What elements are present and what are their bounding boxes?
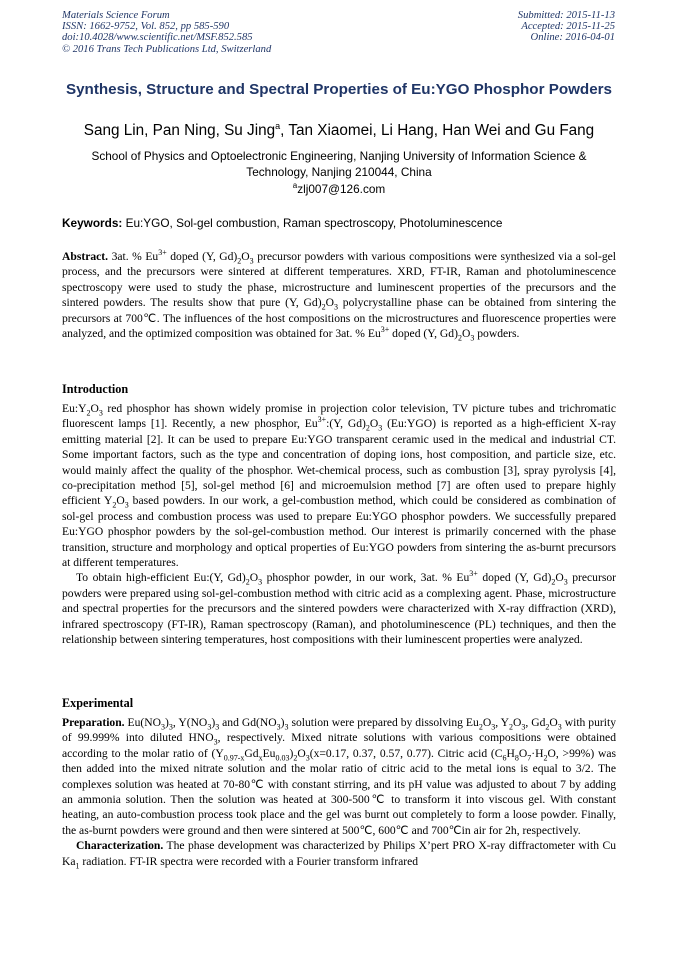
keywords-label: Keywords: — [62, 216, 123, 230]
superscript: 3+ — [469, 569, 478, 579]
exp-text: , Gd — [525, 716, 546, 729]
abstract-label: Abstract. — [62, 250, 109, 263]
intro-text: :(Y, Gd) — [326, 417, 366, 431]
subscript: 3 — [215, 722, 220, 732]
email-mark: a — [292, 181, 298, 191]
subscript: 3 — [378, 423, 383, 433]
preparation-paragraph — [62, 715, 616, 838]
intro-text: O — [116, 494, 125, 508]
paper-title: Synthesis, Structure and Spectral Properties of Eu:YGO Phosphor Powders — [65, 81, 613, 98]
exp-text: (x=0.17, 0.37, 0.57, 0.77). Citric acid (C — [309, 746, 503, 760]
abstract-text: O — [325, 296, 334, 310]
keywords-list: Eu:YGO, Sol-gel combustion, Raman spectroscopy, Photoluminescence — [122, 216, 503, 230]
exp-text: Eu(NO — [124, 716, 162, 729]
intro-text: O — [90, 402, 99, 415]
subscript: 3 — [521, 722, 526, 732]
keywords — [62, 216, 616, 230]
exp-text: H — [506, 746, 515, 760]
exp-text: ) — [289, 746, 294, 760]
abstract-text: O — [461, 327, 471, 341]
exp-text: , respectively. Mixed nitrate solutions with various compositions were obtained according to the molar ratio of (Y — [62, 731, 616, 760]
subscript: 3 — [168, 722, 173, 732]
subscript: 2 — [86, 408, 91, 418]
author-list — [56, 122, 622, 140]
authors-main: Sang Lin, Pan Ning, Su Jing — [83, 122, 276, 139]
preparation-label: Preparation. — [62, 716, 125, 729]
exp-text: O, >99%) was then added into the mixed nitrate solution and the molar ratio of citric acid to the metal ions is equal to 3/2. The complexes solution was heated at 70-80℃ with constant stirring, and its pH value was adjusted to about 7 by adding an ammonia solution. Then the solution was heated at 300-500℃ to transform it into viscous gel. With constant heating, an auto-combustion process took place and the gel was burnt out completely to form a loose powder. Finally, the as-burnt powders were ground and then were sintered at 500℃, 600℃ and 700℃in air for 2h, respectively. — [62, 746, 616, 837]
exp-text: ·H — [531, 746, 544, 760]
subscript: 3 — [207, 722, 212, 732]
exp-text: O — [518, 746, 528, 760]
email-address[interactable]: zlj007@126.com — [297, 182, 386, 196]
intro-text: phosphor powder, in our work, 3at. % Eu — [262, 571, 470, 585]
superscript: 3+ — [158, 248, 167, 258]
exp-text: , Y — [495, 716, 509, 729]
subscript: 3 — [98, 408, 103, 418]
subscript: 8 — [514, 753, 519, 763]
exp-text: O — [297, 746, 306, 760]
exp-text: ) — [165, 716, 169, 729]
subscript: 6 — [502, 753, 507, 763]
exp-text: Eu — [262, 746, 276, 760]
characterization-paragraph — [62, 838, 616, 869]
date-accepted: Accepted: 2015-11-25 — [521, 21, 615, 33]
journal-doi[interactable]: doi:10.4028/www.scientific.net/MSF.852.585 — [62, 32, 253, 44]
journal-copyright: © 2016 Trans Tech Publications Ltd, Switzerland — [62, 43, 272, 55]
author-affil-mark: a — [275, 120, 281, 131]
subscript: 3 — [491, 722, 496, 732]
subscript: 3 — [124, 500, 129, 510]
subscript: 3 — [249, 256, 254, 266]
subscript: 2 — [478, 722, 483, 732]
authors-rest: , Tan Xiaomei, Li Hang, Han Wei and Gu Fang — [280, 122, 595, 139]
subscript: 3 — [258, 577, 263, 587]
intro-paragraph-1 — [62, 401, 616, 570]
exp-text: , Y(NO — [172, 716, 208, 729]
subscript: 3 — [563, 577, 568, 587]
abstract — [62, 249, 616, 341]
subscript: 2 — [509, 722, 513, 732]
affiliation: School of Physics and Optoelectronic Engineering, Nanjing University of Information Science & Technology, Nanjing 210044, China — [91, 149, 587, 179]
subscript: 0.97-x — [223, 753, 245, 763]
subscript: 3 — [470, 333, 475, 343]
subscript: 3 — [333, 302, 338, 312]
author-email — [62, 182, 616, 196]
subscript: 7 — [527, 753, 532, 763]
subscript: 2 — [245, 577, 250, 587]
exp-text: O — [549, 716, 558, 729]
subscript: 2 — [237, 256, 242, 266]
subscript: 3 — [213, 737, 218, 747]
subscript: 2 — [457, 333, 462, 343]
exp-text: with purity of 99.999% into diluted HNO — [62, 716, 616, 745]
journal-issn: ISSN: 1662-9752, Vol. 852, pp 585-590 — [62, 21, 230, 33]
superscript: 3+ — [317, 415, 327, 425]
intro-text: O — [555, 571, 564, 585]
subscript: 2 — [321, 302, 326, 312]
date-submitted: Submitted: 2015-11-13 — [517, 10, 615, 21]
abstract-text: precursor powders with various compositions were synthesized via a sol-gel process, and the precursors were sintered at different temperatures. XRD, FT-IR, Raman and photoluminescence spectroscopy were used to study the phase, microstructure and luminescent properties of the precursors and the sintered powders. The results show that pure (Y, Gd) — [62, 250, 616, 310]
subscript: 2 — [112, 500, 117, 510]
abstract-text: doped (Y, Gd) — [389, 327, 458, 341]
experimental-body — [62, 715, 616, 869]
subscript: 2 — [551, 577, 556, 587]
submission-dates — [518, 10, 615, 44]
subscript: 2 — [293, 753, 298, 763]
subscript: 2 — [365, 423, 370, 433]
exp-text: ) — [280, 716, 285, 729]
exp-text: O — [513, 716, 522, 729]
abstract-paragraph — [62, 249, 616, 341]
exp-text: The phase development was characterized by Philips X’pert PRO X-ray diffractometer with Cu Ka — [62, 839, 616, 868]
abstract-text: O — [241, 250, 250, 263]
journal-info — [62, 10, 271, 55]
abstract-text: doped (Y, Gd) — [166, 250, 238, 263]
characterization-label: Characterization. — [76, 839, 164, 853]
intro-text: based powders. In our work, a gel-combustion method, which could be considered as combination of sol-gel process and combustion process was used to prepare Eu:YGO phosphor powders. We successfully prepared Eu:YGO phosphor powders by the sol-gel-combustion method. Our interest is primarily concerned with the phase transition, structure and morphology and optical properties of Eu:YGO powders from sintering the as-burnt precursors at different temperatures. — [62, 494, 616, 570]
abstract-text: polycrystalline phase can be obtained from sintering the precursors at 700℃. The influences of the host compositions on the microstructures and fluorescence properties were analyzed, and the optimized composition was obtained for 3at. % Eu — [62, 296, 616, 341]
intro-text: doped (Y, Gd) — [477, 571, 552, 585]
experimental-heading: Experimental — [62, 696, 134, 710]
date-online: Online: 2016-04-01 — [530, 32, 615, 44]
abstract-text: 3at. % Eu — [108, 250, 159, 263]
intro-text: Eu:Y — [62, 402, 87, 415]
introduction-heading: Introduction — [62, 382, 129, 396]
subscript: 3 — [284, 722, 289, 732]
exp-text: ) — [211, 716, 216, 729]
intro-text: precursor powders were prepared using sol-gel-combustion method with citric acid as a complexing agent. Phase, microstructure and spectral properties for the precursors and the sintered powders were characterized with X-ray diffraction (XRD), infrared spectroscopy (FT-IR), Raman spectroscopy (Raman), and photoluminescence (PL) techniques, and then the relationship between sintering temperatures, host compositions with their luminescent properties were analyzed. — [62, 571, 616, 647]
subscript: 3 — [557, 722, 562, 732]
intro-text: O — [369, 417, 379, 431]
exp-text: Gd — [244, 746, 259, 760]
journal-name: Materials Science Forum — [62, 10, 170, 21]
exp-text: O — [482, 716, 492, 729]
exp-text: solution were prepared by dissolving Eu — [288, 716, 479, 729]
subscript: 2 — [543, 753, 548, 763]
intro-text: (Eu:YGO) is reported as a high-efficient X-ray emitting material [2]. It can be used to prepare Eu:YGO transparent ceramic used in the medical and industrial CT. Some important factors, such as the type and concentration of doping ions, host composition, and particle size, etc. would mainly affect the quality of the phosphor. Wet-chemical process, such as combustion [3], spray pyrolysis [4], co-precipitation method [5], sol-gel method [6] and microemulsion method [7] are often used to prepare highly efficient Y — [62, 417, 617, 508]
introduction-body — [62, 401, 616, 648]
abstract-text: powders. — [474, 327, 520, 341]
subscript: 3 — [305, 753, 310, 763]
subscript: 2 — [545, 722, 550, 732]
intro-paragraph-2 — [62, 570, 616, 647]
exp-text: and Gd(NO — [219, 716, 277, 729]
intro-text: red phosphor has shown widely promise in projection color television, TV picture tubes and trichromatic fluorescent lamps [1]. Recently, a new phosphor, Eu — [62, 402, 616, 431]
subscript: 0.03 — [275, 753, 290, 763]
superscript: 3+ — [380, 325, 390, 335]
exp-text: radiation. FT-IR spectra were recorded with a Fourier transform infrared — [79, 854, 419, 868]
subscript: x — [258, 753, 263, 763]
subscript: 1 — [75, 860, 80, 870]
intro-text: O — [249, 571, 259, 585]
subscript: 3 — [161, 722, 166, 732]
subscript: 3 — [276, 722, 281, 732]
intro-text: To obtain high-efficient Eu:(Y, Gd) — [76, 571, 246, 585]
